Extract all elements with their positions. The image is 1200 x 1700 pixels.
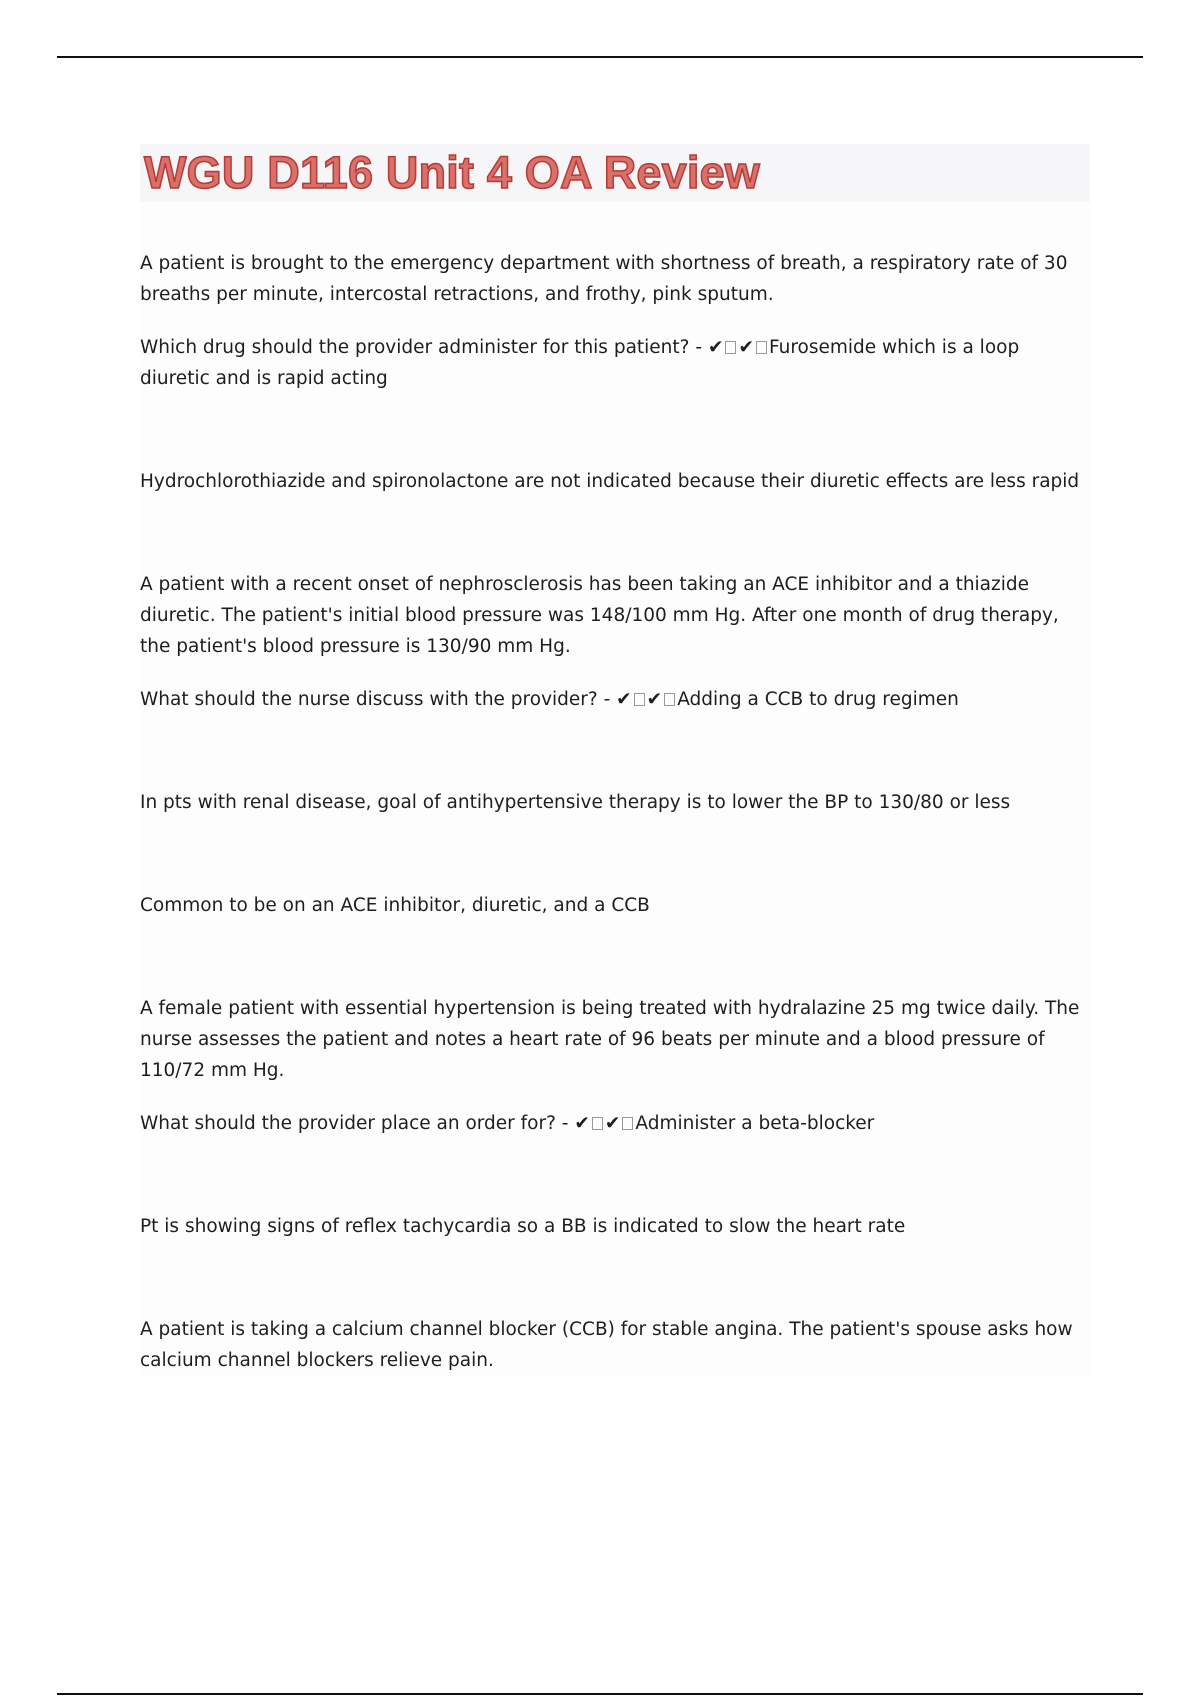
check-icon: ✔ [707,337,724,358]
question-2 [140,684,1090,715]
title-band [140,144,1090,202]
question-1 [140,332,1090,394]
question-text-1: Which drug should the provider administer for this patient? - [140,337,703,358]
question-stem-3: A female patient with essential hypertension is being treated with hydralazine 25 mg twice daily. The nurse assesses the patient and notes a heart rate of 96 beats per minute and a blood pressure of 110/72 mm Hg. [140,998,1080,1081]
empty-box-icon [664,693,675,706]
document-body [140,144,1090,1376]
note-2-1: In pts with renal disease, goal of antihypertensive therapy is to lower the BP to 130/80 or less [140,792,1011,813]
question-stem-4: A patient is taking a calcium channel blocker (CCB) for stable angina. The patient's spouse asks how calcium channel blockers relieve pain. [140,1319,1073,1371]
header-rule [57,56,1143,58]
answer-3: Administer a beta-blocker [635,1113,875,1134]
question-text-2: What should the nurse discuss with the provider? - [140,689,611,710]
note-2-2: Common to be on an ACE inhibitor, diuretic, and a CCB [140,895,650,916]
question-stem-2: A patient with a recent onset of nephrosclerosis has been taking an ACE inhibitor and a thiazide diuretic. The patient's initial blood pressure was 148/100 mm Hg. After one month of drug therapy, the patient's blood pressure is 130/90 mm Hg. [140,574,1059,657]
check-icon: ✔ [616,689,632,710]
check-icon: ✔ [574,1113,590,1134]
empty-box-icon [592,1117,603,1130]
empty-box-icon [725,341,736,354]
empty-box-icon [634,693,645,706]
document-title: WGU D116 Unit 4 OA Review [144,147,760,198]
answer-2: Adding a CCB to drug regimen [677,689,959,710]
question-text-3: What should the provider place an order for? - [140,1113,569,1134]
empty-box-icon [756,341,767,354]
check-icon: ✔ [738,337,754,358]
check-icon: ✔ [646,689,663,710]
check-icon: ✔ [604,1113,621,1134]
note-1-1: Hydrochlorothiazide and spironolactone are not indicated because their diuretic effects are less rapid [140,471,1080,492]
empty-box-icon [622,1117,633,1130]
note-3-1: Pt is showing signs of reflex tachycardia so a BB is indicated to slow the heart rate [140,1216,906,1237]
question-stem-1: A patient is brought to the emergency department with shortness of breath, a respiratory rate of 30 breaths per minute, intercostal retractions, and frothy, pink sputum. [140,253,1068,305]
answer-1: Furosemide which is a loop diuretic and is rapid acting [140,337,1020,389]
question-3 [140,1108,1090,1139]
footer-rule [57,1693,1143,1695]
